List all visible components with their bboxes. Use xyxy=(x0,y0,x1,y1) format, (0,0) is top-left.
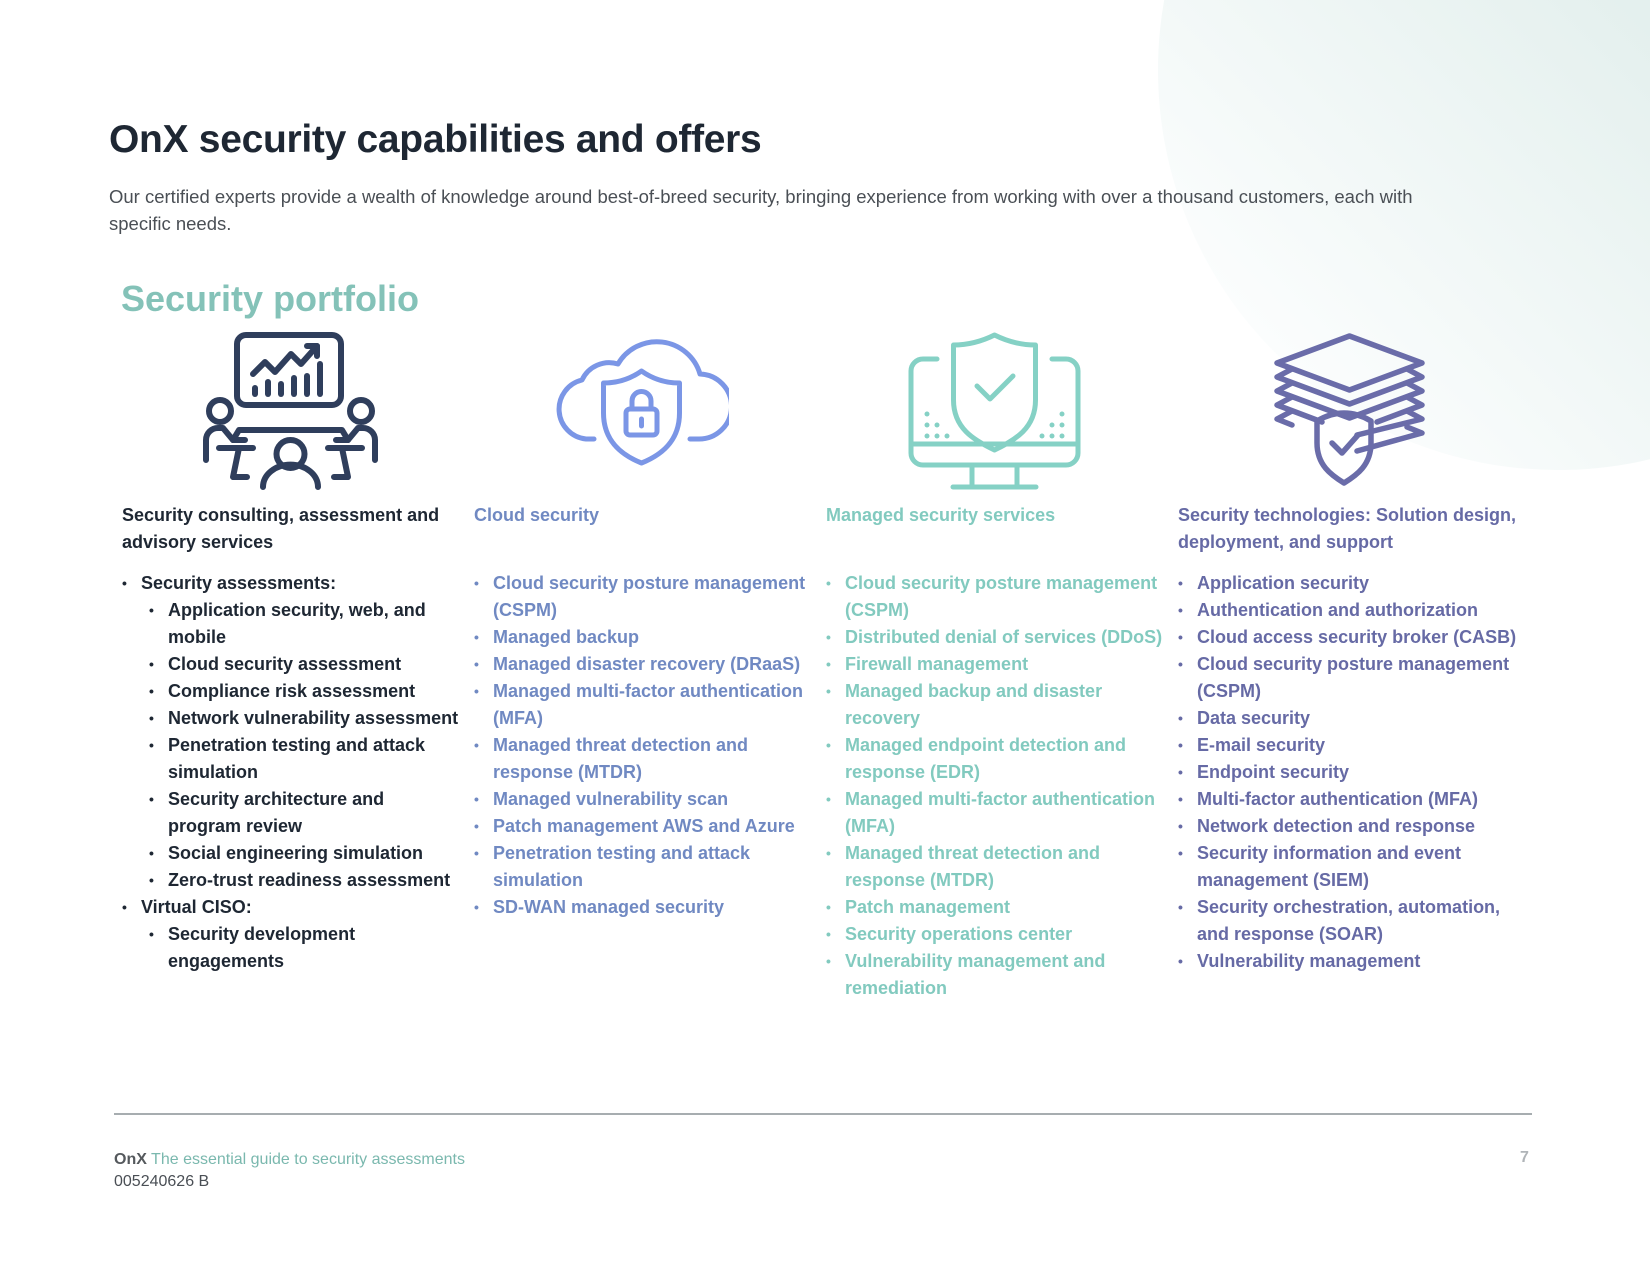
consulting-list xyxy=(122,570,462,975)
footer-brand-name: OnX xyxy=(114,1151,147,1168)
managed-services-list xyxy=(826,570,1166,1002)
list-item: • Managed vulnerability scan xyxy=(474,786,814,813)
column-heading: Security consulting, assessment and advisory services xyxy=(122,505,440,552)
intro-paragraph: Our certified experts provide a wealth of knowledge around best-of-breed security, bringing experience from working with over a thousand customers, each with specific needs. xyxy=(109,186,1413,234)
list-item: • Zero-trust readiness assessment xyxy=(122,867,462,894)
list-item: • Managed threat detection and response (MTDR) xyxy=(826,840,1166,894)
list-item: • Patch management AWS and Azure xyxy=(474,813,814,840)
list-item: • Penetration testing and attack simulation xyxy=(474,840,814,894)
list-item: • Distributed denial of services (DDoS) xyxy=(826,624,1166,651)
list-item: • Managed multi-factor authentication (MFA) xyxy=(474,678,814,732)
list-item: • Managed disaster recovery (DRaaS) xyxy=(474,651,814,678)
list-item: • Cloud access security broker (CASB) xyxy=(1178,624,1518,651)
list-item: • Application security xyxy=(1178,570,1518,597)
list-item: • Managed multi-factor authentication (MFA) xyxy=(826,786,1166,840)
list-item: • Vulnerability management and remediation xyxy=(826,948,1166,1002)
column-heading: Security technologies: Solution design, deployment, and support xyxy=(1178,505,1517,552)
list-item: • Security development engagements xyxy=(122,921,462,975)
list-item: • Managed threat detection and response (MTDR) xyxy=(474,732,814,786)
cloud-security-list xyxy=(474,570,814,921)
footer-guide-title: The essential guide to security assessments xyxy=(151,1151,465,1168)
list-item: • Firewall management xyxy=(826,651,1166,678)
list-item: • Security orchestration, automation, and response (SOAR) xyxy=(1178,894,1518,948)
column-heading: Managed security services xyxy=(826,505,1056,525)
list-item: • Penetration testing and attack simulation xyxy=(122,732,462,786)
column-managed-services xyxy=(826,502,1166,1002)
list-item: • Virtual CISO: xyxy=(122,894,462,921)
column-consulting xyxy=(122,502,462,975)
list-item: • Data security xyxy=(1178,705,1518,732)
meeting-chart-icon xyxy=(203,332,378,492)
list-item: • Vulnerability management xyxy=(1178,948,1518,975)
list-item: • Patch management xyxy=(826,894,1166,921)
footer-brand xyxy=(114,1149,465,1171)
list-item: • Security architecture and program review xyxy=(122,786,462,840)
column-cloud-security xyxy=(474,502,814,921)
list-item: • Managed endpoint detection and response (EDR) xyxy=(826,732,1166,786)
section-title: Security portfolio xyxy=(121,278,420,319)
list-item: • Authentication and authorization xyxy=(1178,597,1518,624)
list-item: • Cloud security posture management (CSPM) xyxy=(826,570,1166,624)
list-item: • Security assessments: xyxy=(122,570,462,597)
list-item: • Application security, web, and mobile xyxy=(122,597,462,651)
security-technologies-list xyxy=(1178,570,1518,975)
list-item: • Cloud security posture management (CSPM) xyxy=(474,570,814,624)
cloud-shield-lock-icon xyxy=(554,331,729,471)
list-item: • Security operations center xyxy=(826,921,1166,948)
column-heading: Cloud security xyxy=(474,505,600,525)
list-item: • Social engineering simulation xyxy=(122,840,462,867)
list-item: • E-mail security xyxy=(1178,732,1518,759)
list-item: • Security information and event management (SIEM) xyxy=(1178,840,1518,894)
layers-shield-check-icon xyxy=(1262,331,1437,491)
list-item: • Network detection and response xyxy=(1178,813,1518,840)
column-security-technologies xyxy=(1178,502,1518,975)
list-item: • Cloud security assessment xyxy=(122,651,462,678)
list-item: • Managed backup xyxy=(474,624,814,651)
list-item: • Endpoint security xyxy=(1178,759,1518,786)
list-item: • Multi-factor authentication (MFA) xyxy=(1178,786,1518,813)
page-number: 7 xyxy=(1520,1149,1529,1166)
list-item: • Cloud security posture management (CSPM) xyxy=(1178,651,1518,705)
list-item: • Compliance risk assessment xyxy=(122,678,462,705)
list-item: • SD-WAN managed security xyxy=(474,894,814,921)
document-code: 005240626 B xyxy=(114,1173,210,1190)
page-title: OnX security capabilities and offers xyxy=(109,118,762,161)
footer-divider xyxy=(114,1113,1532,1115)
list-item: • Managed backup and disaster recovery xyxy=(826,678,1166,732)
monitor-shield-check-icon xyxy=(907,331,1082,491)
list-item: • Network vulnerability assessment xyxy=(122,705,462,732)
